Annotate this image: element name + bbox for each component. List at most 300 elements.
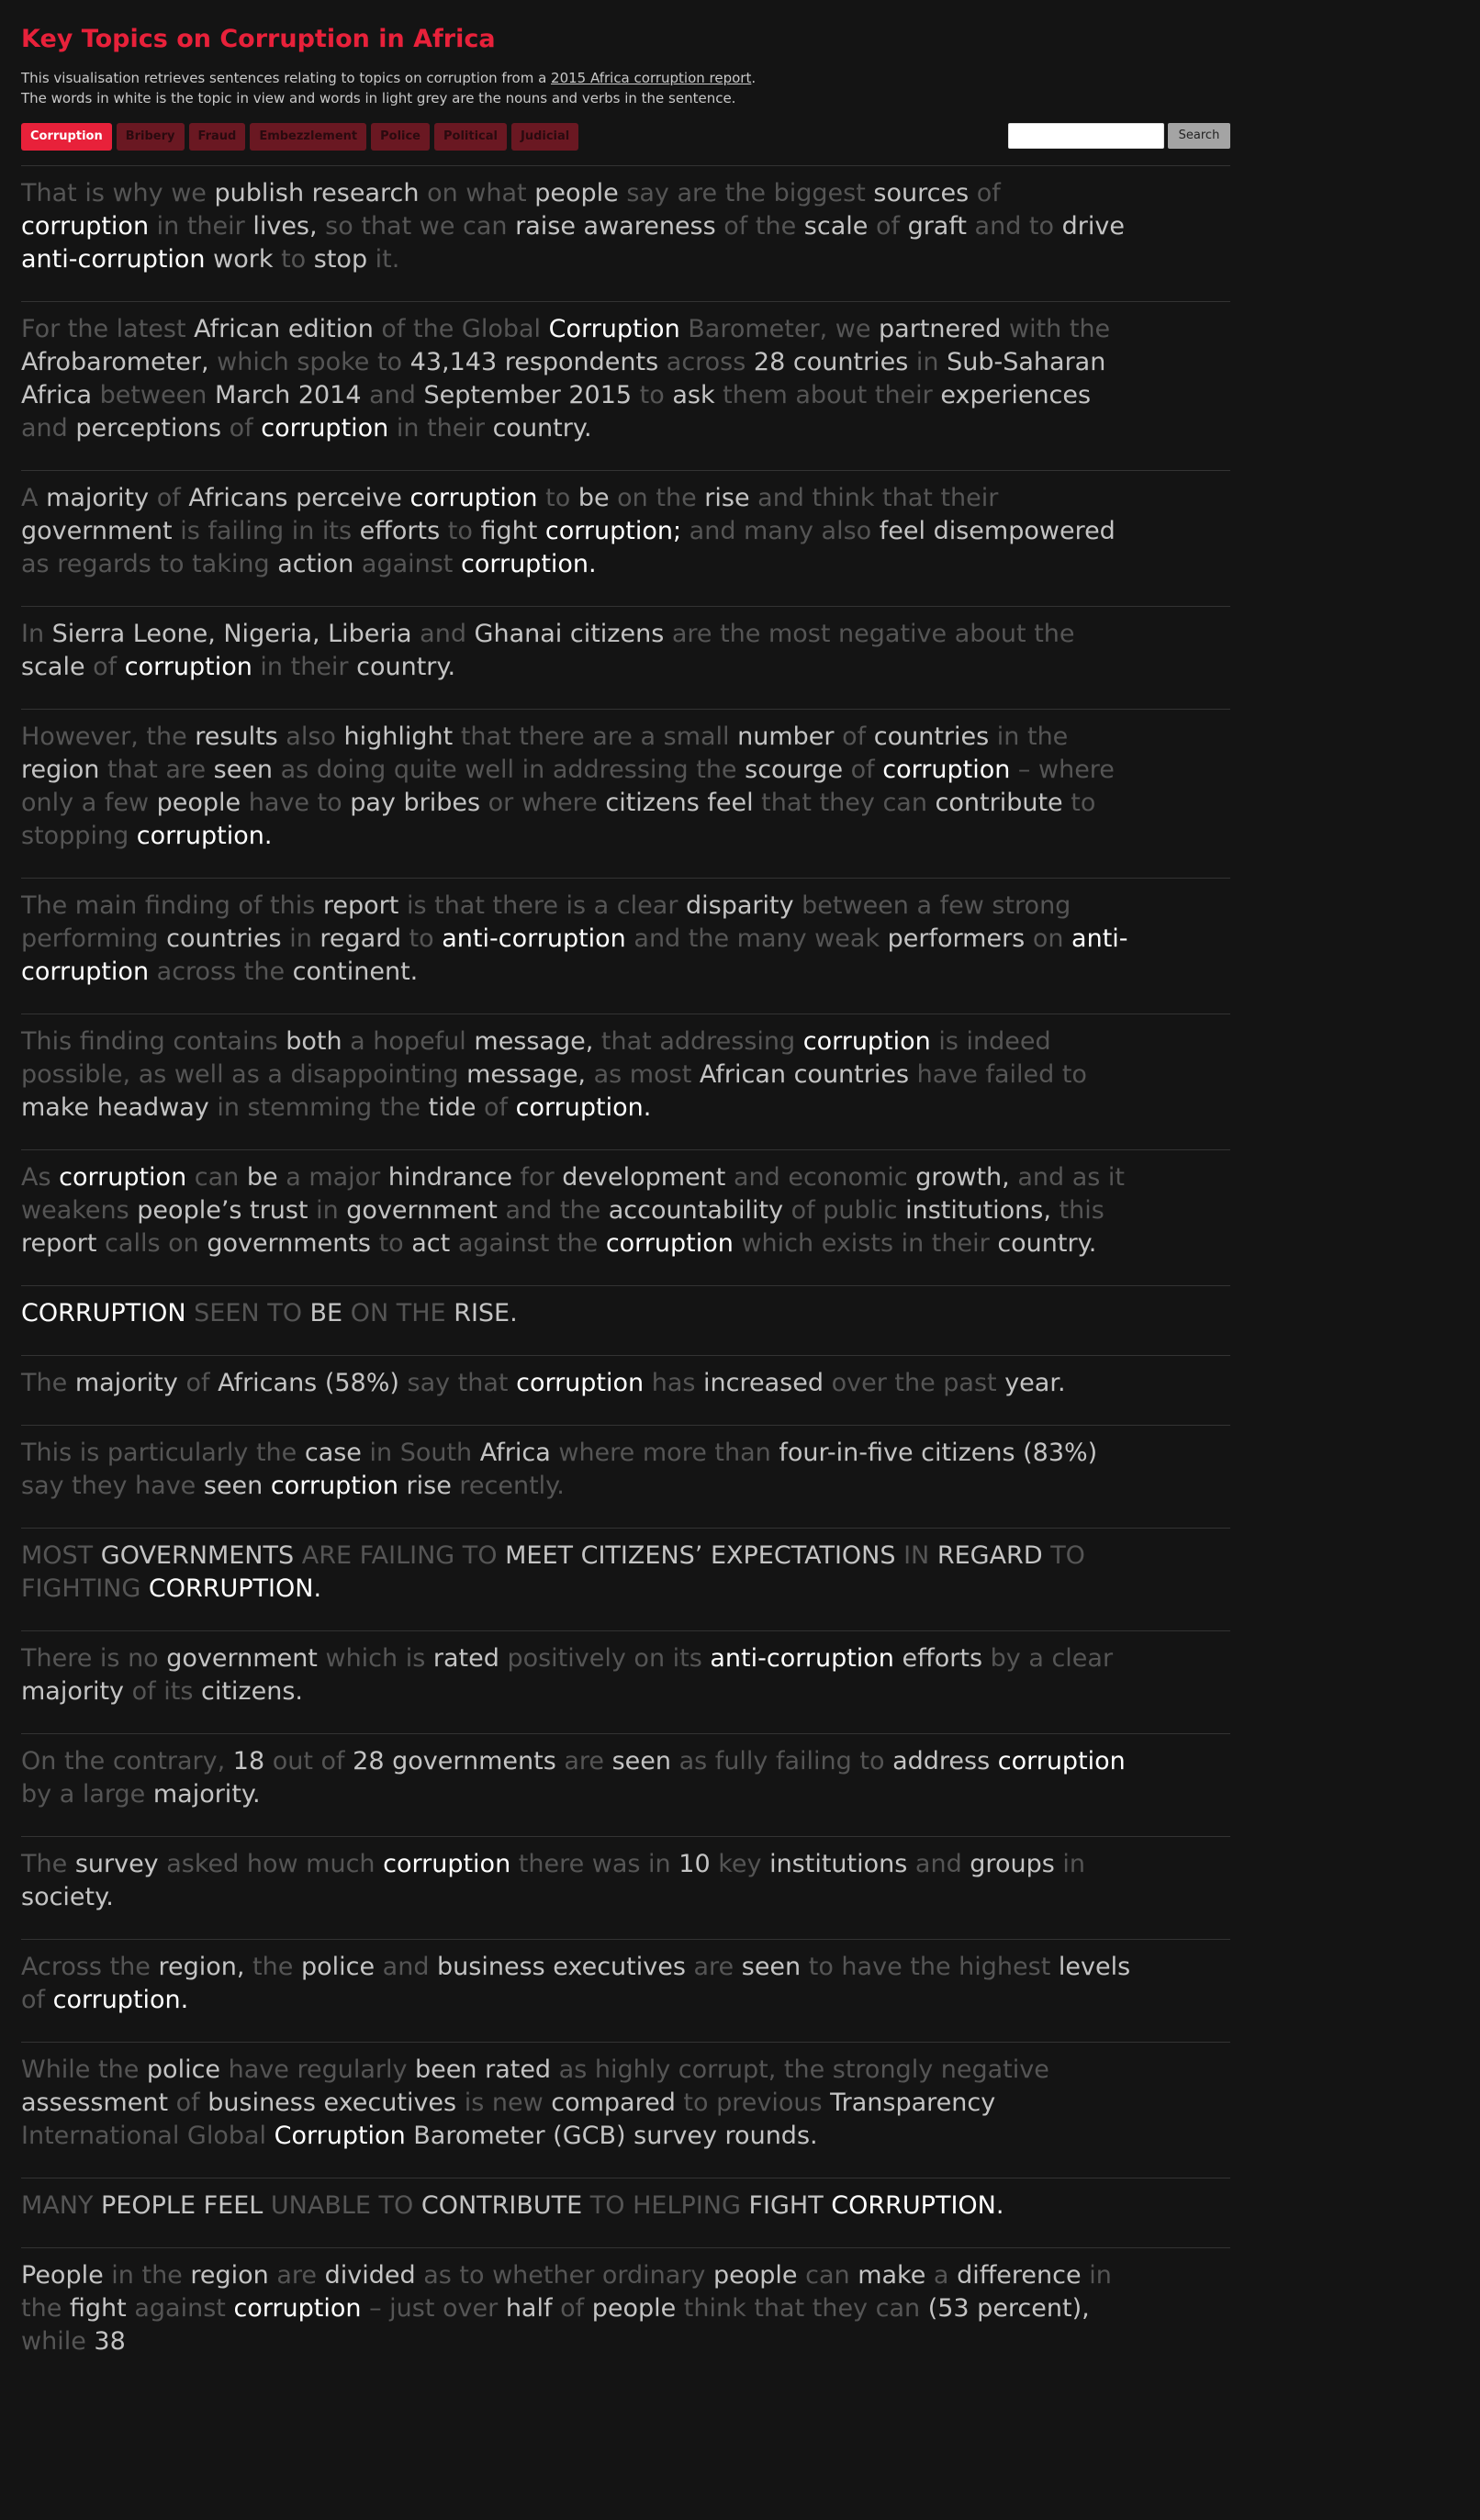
sentence-fragment: against: [126, 2294, 234, 2323]
noun-verb-word: both: [286, 1027, 342, 1056]
sentence-fragment: that there are a small: [453, 722, 738, 751]
sentence-row: [21, 1733, 1230, 1836]
sentence-fragment: Across the: [21, 1953, 159, 1981]
sentence-fragment: SEEN TO: [185, 1299, 310, 1327]
topic-word: Corruption: [548, 315, 680, 343]
tab-police[interactable]: Police: [371, 123, 430, 151]
noun-verb-word: region: [190, 2261, 269, 2290]
sentence-row: [21, 2042, 1230, 2178]
sentence-fragment: is indeed possible, as well as a disappointing: [21, 1027, 1051, 1089]
sentence-fragment: of: [177, 1369, 219, 1397]
sentence-fragment: so that we can: [317, 212, 516, 241]
noun-verb-word: Barometer (GCB) survey rounds.: [405, 2122, 818, 2150]
noun-verb-word: drive: [1061, 212, 1125, 241]
sentence-fragment: of: [221, 414, 262, 442]
noun-verb-word: scale: [21, 653, 85, 681]
noun-verb-word: governments: [207, 1229, 371, 1258]
sentence-fragment: to: [632, 381, 673, 409]
sentence-text: [21, 1161, 1132, 1260]
sentence-fragment: positively on its: [499, 1644, 711, 1673]
noun-verb-word: institutions: [769, 1850, 908, 1878]
topic-word: corruption: [409, 484, 538, 512]
search-bar: [1008, 123, 1230, 149]
topic-word: corruption: [124, 653, 252, 681]
noun-verb-word: raise awareness: [515, 212, 716, 241]
sentence-row: [21, 1014, 1230, 1149]
noun-verb-word: sources: [873, 179, 970, 207]
sentence-list: [21, 165, 1230, 2383]
sentence-text: [21, 1540, 1132, 1606]
noun-verb-word: REGARD: [936, 1541, 1043, 1570]
noun-verb-word: groups: [970, 1850, 1055, 1878]
noun-verb-word: message,: [466, 1060, 587, 1089]
noun-verb-word: people: [534, 179, 619, 207]
sentence-fragment: are: [685, 1953, 742, 1981]
sentence-fragment: The: [21, 1369, 75, 1397]
noun-verb-word: police: [300, 1953, 376, 1981]
intro-line2-text: The words in white is the topic in view and words in light grey are the nouns and verbs in the sentence.: [21, 90, 736, 106]
noun-verb-word: BE: [309, 1299, 343, 1327]
noun-verb-word: government: [346, 1196, 498, 1225]
sentence-fragment: say are the biggest: [618, 179, 874, 207]
sentence-fragment: in: [908, 348, 947, 376]
topic-word: corruption: [270, 1472, 398, 1500]
tab-judicial[interactable]: Judicial: [511, 123, 578, 151]
noun-verb-word: RISE.: [454, 1299, 518, 1327]
noun-verb-word: graft: [907, 212, 967, 241]
noun-verb-word: continent.: [292, 958, 419, 986]
noun-verb-word: GOVERNMENTS: [100, 1541, 295, 1570]
noun-verb-word: countries: [873, 722, 990, 751]
noun-verb-word: 43,143 respondents: [409, 348, 659, 376]
noun-verb-word: majority.: [152, 1780, 261, 1809]
noun-verb-word: country.: [997, 1229, 1097, 1258]
topic-word: corruption.: [515, 1093, 652, 1122]
noun-verb-word: African edition: [194, 315, 374, 343]
sentence-fragment: The main finding of this: [21, 891, 323, 920]
toolbar: [21, 123, 1230, 151]
noun-verb-word: perceptions: [75, 414, 222, 442]
sentence-fragment: in their: [252, 653, 357, 681]
topic-word: corruption;: [544, 517, 682, 545]
noun-verb-word: 38: [94, 2327, 126, 2356]
noun-verb-word: report: [21, 1229, 97, 1258]
noun-verb-word: Transparency: [830, 2089, 996, 2117]
topic-word: corruption.: [460, 550, 597, 578]
sentence-text: [21, 721, 1132, 853]
noun-verb-word: growth,: [915, 1163, 1010, 1192]
sentence-fragment: ON THE: [342, 1299, 454, 1327]
sentence-fragment: against the: [450, 1229, 606, 1258]
sentence-fragment: in their: [149, 212, 253, 241]
sentence-fragment: them about their: [714, 381, 941, 409]
noun-verb-word: September 2015: [423, 381, 633, 409]
topic-word: corruption: [605, 1229, 734, 1258]
noun-verb-word: MEET CITIZENS’ EXPECTATIONS: [505, 1541, 896, 1570]
sentence-fragment: While the: [21, 2055, 147, 2084]
noun-verb-word: highlight: [343, 722, 454, 751]
noun-verb-word: majority: [21, 1677, 125, 1706]
sentence-fragment: of: [149, 484, 189, 512]
noun-verb-word: countries: [166, 924, 282, 953]
noun-verb-word: government: [21, 517, 173, 545]
topic-word: corruption: [383, 1850, 511, 1878]
noun-verb-word: increased: [703, 1369, 824, 1397]
sentence-fragment: of: [552, 2294, 592, 2323]
topic-word: corruption: [802, 1027, 931, 1056]
sentence-fragment: or where: [480, 789, 606, 817]
topic-word: CORRUPTION: [21, 1299, 186, 1327]
sentence-fragment: are: [555, 1747, 612, 1775]
page-title: Key Topics on Corruption in Africa: [21, 25, 496, 53]
noun-verb-word: contribute: [935, 789, 1063, 817]
noun-verb-word: citizens feel: [605, 789, 754, 817]
sentence-row: [21, 1836, 1230, 1939]
sentence-fragment: to: [537, 484, 578, 512]
sentence-fragment: by a clear: [982, 1644, 1114, 1673]
noun-verb-word: Sub-Saharan Africa: [21, 348, 1106, 409]
sentence-fragment: say that: [398, 1369, 517, 1397]
noun-verb-word: rated: [432, 1644, 499, 1673]
noun-verb-word: make headway: [21, 1093, 209, 1122]
noun-verb-word: act: [411, 1229, 451, 1258]
topic-word: Corruption: [274, 2122, 406, 2150]
noun-verb-word: be: [246, 1163, 278, 1192]
noun-verb-word: hindrance: [387, 1163, 512, 1192]
sentence-fragment: as doing quite well in addressing the: [273, 756, 746, 784]
sentence-fragment: which spoke to: [208, 348, 410, 376]
noun-verb-word: number: [737, 722, 835, 751]
sentence-fragment: to: [400, 924, 443, 953]
sentence-fragment: have failed to: [909, 1060, 1087, 1089]
noun-verb-word: difference: [957, 2261, 1082, 2290]
noun-verb-word: feel disempowered: [879, 517, 1116, 545]
noun-verb-word: action: [277, 550, 354, 578]
sentence-fragment: TO HELPING: [582, 2191, 749, 2220]
sentence-fragment: ARE FAILING TO: [294, 1541, 506, 1570]
sentence-text: [21, 1745, 1132, 1811]
sentence-fragment: of: [969, 179, 1001, 207]
noun-verb-word: pay bribes: [350, 789, 481, 817]
noun-verb-word: March 2014: [214, 381, 362, 409]
tab-embezzlement[interactable]: Embezzlement: [250, 123, 366, 151]
sentence-row: [21, 470, 1230, 606]
noun-verb-word: lives,: [252, 212, 318, 241]
sentence-row: [21, 301, 1230, 470]
sentence-fragment: are the most negative about the: [664, 620, 1075, 648]
sentence-fragment: to: [273, 245, 314, 274]
sentence-fragment: In: [21, 620, 52, 648]
search-input[interactable]: [1008, 123, 1164, 149]
noun-verb-word: year.: [1004, 1369, 1066, 1397]
sentence-text: [21, 618, 1132, 684]
sentence-fragment: by a large: [21, 1780, 153, 1809]
sentence-text: [21, 1025, 1132, 1125]
noun-verb-word: 28 governments: [353, 1747, 556, 1775]
sentence-fragment: MANY: [21, 2191, 102, 2220]
sentence-fragment: of its: [124, 1677, 201, 1706]
noun-verb-word: people: [156, 789, 241, 817]
noun-verb-word: CONTRIBUTE: [420, 2191, 583, 2220]
sentence-fragment: asked how much: [158, 1850, 384, 1878]
noun-verb-word: business executives: [437, 1953, 686, 1981]
sentence-fragment: a: [925, 2261, 958, 2290]
sentence-fragment: IN: [895, 1541, 937, 1570]
sentence-text: [21, 177, 1132, 276]
noun-verb-word: divided: [324, 2261, 416, 2290]
noun-verb-word: PEOPLE FEEL: [101, 2191, 263, 2220]
sentence-fragment: – just over: [361, 2294, 506, 2323]
sentence-fragment: [824, 2191, 832, 2220]
sentence-row: [21, 2247, 1230, 2383]
noun-verb-word: been rated: [415, 2055, 552, 2084]
sentence-fragment: of: [21, 1986, 53, 2014]
sentence-fragment: of: [843, 756, 883, 784]
sentence-text: [21, 1951, 1132, 2017]
noun-verb-word: 18: [232, 1747, 265, 1775]
noun-verb-word: African countries: [699, 1060, 910, 1089]
intro-line1-end: .: [751, 70, 757, 86]
sentence-fragment: [537, 517, 545, 545]
topic-tabs: [21, 123, 578, 151]
sentence-row: [21, 2178, 1230, 2247]
noun-verb-word: survey: [74, 1850, 159, 1878]
sentence-text: [21, 313, 1132, 445]
sentence-fragment: and as it weakens: [21, 1163, 1125, 1225]
sentence-fragment: that they can: [753, 789, 936, 817]
sentence-fragment: of: [84, 653, 125, 681]
noun-verb-word: 28 countries: [753, 348, 909, 376]
sentence-text: [21, 1848, 1132, 1914]
sentence-row: [21, 606, 1230, 709]
topic-word: corruption: [882, 756, 1011, 784]
sentence-fragment: to: [440, 517, 481, 545]
sentence-fragment: is failing in its: [172, 517, 360, 545]
sentence-fragment: and many also: [681, 517, 880, 545]
noun-verb-word: FIGHT: [748, 2191, 824, 2220]
noun-verb-word: citizens.: [200, 1677, 303, 1706]
sentence-fragment: this: [1050, 1196, 1104, 1225]
topic-word: corruption: [21, 212, 150, 241]
sentence-fragment: there was in: [510, 1850, 679, 1878]
sentence-fragment: where more than: [550, 1439, 779, 1467]
noun-verb-word: institutions,: [905, 1196, 1051, 1225]
sentence-row: [21, 1630, 1230, 1733]
sentence-fragment: between: [92, 381, 215, 409]
sentence-fragment: As: [21, 1163, 60, 1192]
sentence-fragment: as highly corrupt, the strongly negative: [551, 2055, 1049, 2084]
noun-verb-word: People: [21, 2261, 104, 2290]
sentence-text: [21, 1437, 1132, 1503]
topic-word: corruption: [233, 2294, 362, 2323]
sentence-fragment: in their: [388, 414, 493, 442]
sentence-text: [21, 890, 1132, 989]
sentence-fragment: that are: [99, 756, 214, 784]
sentence-fragment: and: [21, 414, 76, 442]
sentence-fragment: which exists in their: [733, 1229, 998, 1258]
noun-verb-word: compared: [551, 2089, 676, 2117]
noun-verb-word: levels: [1058, 1953, 1131, 1981]
sentence-fragment: MOST: [21, 1541, 101, 1570]
tab-corruption[interactable]: Corruption: [21, 123, 112, 151]
sentence-row: [21, 1149, 1230, 1285]
sentence-fragment: it.: [367, 245, 400, 274]
sentence-fragment: is new: [456, 2089, 552, 2117]
sentence-fragment: – where only a few: [21, 756, 1115, 817]
noun-verb-word: rise: [704, 484, 750, 512]
sentence-fragment: UNABLE TO: [263, 2191, 421, 2220]
topic-word: CORRUPTION.: [831, 2191, 1004, 2220]
sentence-fragment: have to: [241, 789, 351, 817]
noun-verb-word: business executives: [207, 2089, 457, 2117]
sentence-fragment: On the contrary,: [21, 1747, 233, 1775]
sentence-fragment: as to whether ordinary: [415, 2261, 713, 2290]
sentence-fragment: of the: [715, 212, 804, 241]
noun-verb-word: work: [213, 245, 274, 274]
topic-word: corruption.: [136, 822, 273, 850]
sentence-fragment: However, the: [21, 722, 196, 751]
noun-verb-word: scale: [803, 212, 869, 241]
sentence-text: [21, 482, 1132, 581]
sentence-fragment: is that there is a clear: [398, 891, 686, 920]
noun-verb-word: Afrobarometer,: [21, 348, 209, 376]
sentence-fragment: of: [834, 722, 874, 751]
sentence-fragment: and: [361, 381, 424, 409]
sentence-fragment: to: [370, 1229, 412, 1258]
sentence-fragment: in: [308, 1196, 347, 1225]
sentence-fragment: across the: [149, 958, 293, 986]
sentence-fragment: a hopeful: [342, 1027, 475, 1056]
sentence-fragment: to stopping: [21, 789, 1096, 850]
topic-word: anti-corruption: [21, 245, 206, 274]
noun-verb-word: publish research: [214, 179, 420, 207]
sentence-fragment: also: [277, 722, 344, 751]
sentence-fragment: in the: [103, 2261, 191, 2290]
sentence-fragment: of: [868, 212, 908, 241]
report-link[interactable]: 2015 Africa corruption report: [551, 70, 752, 86]
sentence-fragment: International Global: [21, 2122, 275, 2150]
sentence-fragment: [894, 1644, 903, 1673]
sentence-row: [21, 1528, 1230, 1630]
noun-verb-word: society.: [21, 1883, 114, 1911]
topic-word: corruption: [261, 414, 389, 442]
sentence-fragment: in South: [361, 1439, 480, 1467]
noun-verb-word: country.: [356, 653, 456, 681]
noun-verb-word: Africans (58%): [218, 1369, 399, 1397]
sentence-row: [21, 1285, 1230, 1355]
sentence-text: [21, 1642, 1132, 1708]
sentence-row: [21, 709, 1230, 878]
sentence-fragment: has: [644, 1369, 704, 1397]
tab-fraud[interactable]: Fraud: [189, 123, 246, 151]
sentence-fragment: on the: [609, 484, 705, 512]
sentence-fragment: and the many weak: [625, 924, 888, 953]
sentence-fragment: across: [658, 348, 754, 376]
sentence-fragment: [398, 1472, 407, 1500]
noun-verb-word: be: [577, 484, 610, 512]
noun-verb-word: people’s trust: [137, 1196, 308, 1225]
sentence-fragment: and: [411, 620, 475, 648]
sentence-fragment: recently.: [451, 1472, 565, 1500]
noun-verb-word: people: [713, 2261, 798, 2290]
sentence-fragment: for: [511, 1163, 563, 1192]
noun-verb-word: tide: [428, 1093, 477, 1122]
noun-verb-word: stop: [313, 245, 368, 274]
noun-verb-word: regard: [320, 924, 401, 953]
noun-verb-word: 10: [678, 1850, 711, 1878]
sentence-fragment: as most: [586, 1060, 700, 1089]
noun-verb-word: region: [21, 756, 100, 784]
sentence-fragment: can: [797, 2261, 858, 2290]
sentence-row: [21, 1939, 1230, 2042]
noun-verb-word: assessment: [21, 2089, 169, 2117]
noun-verb-word: half: [505, 2294, 553, 2323]
sentence-text: [21, 1297, 1132, 1330]
noun-verb-word: (53 percent),: [927, 2294, 1090, 2323]
topic-word: corruption: [997, 1747, 1126, 1775]
sentence-fragment: in the: [989, 722, 1069, 751]
sentence-fragment: and: [375, 1953, 438, 1981]
sentence-fragment: out of: [264, 1747, 353, 1775]
topic-word: corruption.: [52, 1986, 189, 2014]
intro-text: [21, 68, 1230, 108]
sentence-fragment: which is: [317, 1644, 433, 1673]
sentence-text: [21, 2259, 1132, 2358]
noun-verb-word: efforts: [359, 517, 441, 545]
sentence-fragment: against: [353, 550, 461, 578]
sentence-fragment: with the: [1001, 315, 1111, 343]
noun-verb-word: fight: [69, 2294, 127, 2323]
noun-verb-word: case: [304, 1439, 362, 1467]
sentence-fragment: and economic: [725, 1163, 916, 1192]
sentence-fragment: [206, 245, 214, 274]
noun-verb-word: report: [322, 891, 399, 920]
noun-verb-word: country.: [492, 414, 592, 442]
noun-verb-word: Sierra Leone, Nigeria, Liberia: [51, 620, 412, 648]
sentence-row: [21, 165, 1230, 301]
sentence-fragment: between a few strong performing: [21, 891, 1071, 953]
sentence-text: [21, 1367, 1132, 1400]
sentence-fragment: the: [244, 1953, 301, 1981]
sentence-row: [21, 1425, 1230, 1528]
sentence-fragment: of the Global: [373, 315, 549, 343]
sentence-fragment: of: [476, 1093, 516, 1122]
sentence-fragment: as regards to taking: [21, 550, 278, 578]
sentence-fragment: to have the highest: [801, 1953, 1059, 1981]
sentence-fragment: A: [21, 484, 47, 512]
noun-verb-word: seen: [741, 1953, 802, 1981]
sentence-fragment: are: [268, 2261, 325, 2290]
tab-political[interactable]: Political: [434, 123, 507, 151]
search-button[interactable]: Search: [1168, 123, 1230, 149]
noun-verb-word: scourge: [745, 756, 844, 784]
sentence-fragment: can: [186, 1163, 247, 1192]
sentence-fragment: over the past: [824, 1369, 1005, 1397]
noun-verb-word: majority: [46, 484, 150, 512]
sentence-fragment: have regularly: [220, 2055, 416, 2084]
tab-bribery[interactable]: Bribery: [117, 123, 185, 151]
noun-verb-word: police: [146, 2055, 221, 2084]
noun-verb-word: partnered: [879, 315, 1002, 343]
page: [21, 0, 1230, 2383]
sentence-fragment: that addressing: [593, 1027, 803, 1056]
noun-verb-word: region,: [158, 1953, 245, 1981]
sentence-fragment: while: [21, 2327, 95, 2356]
sentence-fragment: on what: [419, 179, 535, 207]
noun-verb-word: performers: [887, 924, 1026, 953]
sentence-fragment: on: [1025, 924, 1072, 953]
sentence-fragment: and: [907, 1850, 970, 1878]
